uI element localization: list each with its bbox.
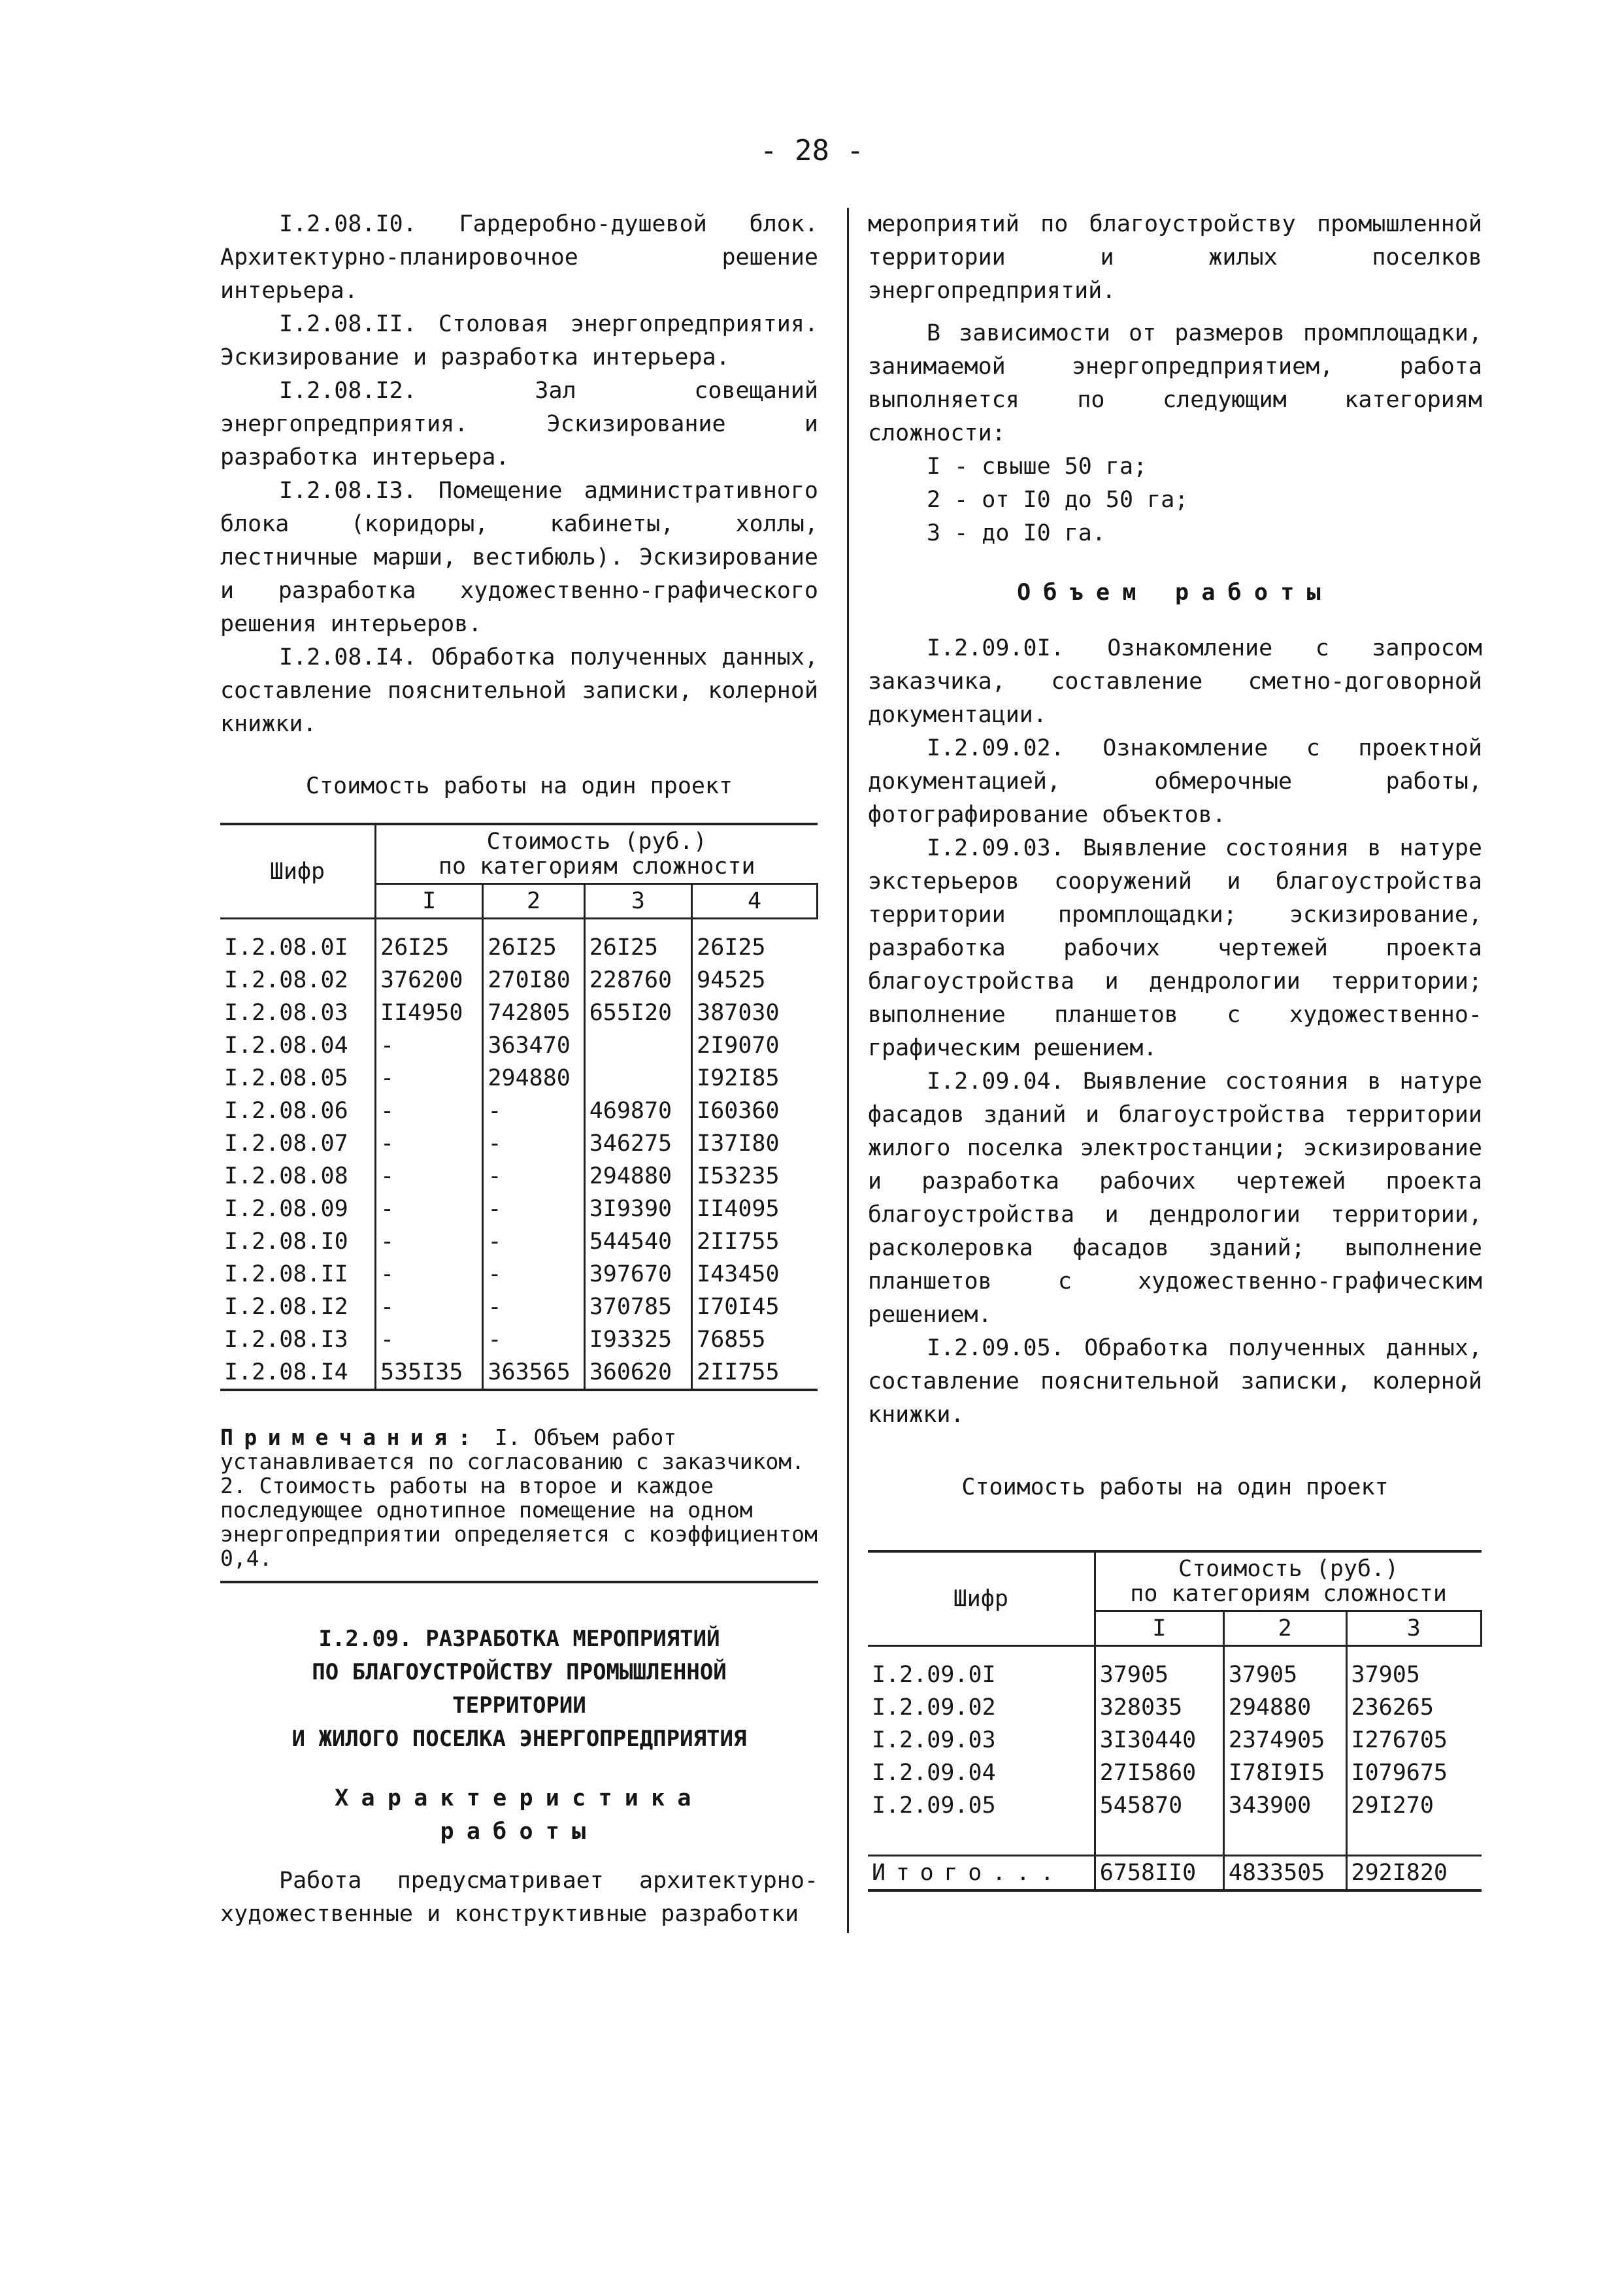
value-cell: - — [483, 1323, 584, 1356]
row-code: I.2.09.03 — [868, 1724, 1095, 1757]
value-cell: I78I9I5 — [1223, 1757, 1346, 1789]
category-header: I — [376, 884, 483, 919]
value-cell: 2I9070 — [697, 1032, 780, 1059]
value-cell: - — [376, 1160, 483, 1193]
value-cell: 37905 — [1351, 1662, 1420, 1688]
cost-header-line1: Стоимость (руб.) — [486, 829, 707, 855]
row-code: I.2.09.02 — [868, 1691, 1095, 1724]
cost-header — [1095, 1551, 1481, 1611]
characteristic-heading: работы — [440, 1819, 599, 1845]
value-cell: 26I25 — [376, 931, 483, 964]
table-row — [220, 931, 818, 964]
value-cell: 294880 — [584, 1160, 691, 1193]
paragraph-item-0810: I.2.08.I0. Гардеробно-душевой блок. Архитектурно-планировочное решение интерьера. — [220, 211, 818, 304]
paragraph-item-0813: I.2.08.I3. Помещение административного блока (коридоры, кабинеты, холлы, лестничные марши, вестибюль). Эскизирование и разработка художественно-графического решения интерьеров. — [220, 478, 818, 637]
value-cell: - — [483, 1291, 584, 1323]
table-row — [220, 997, 818, 1029]
table-row — [220, 1160, 818, 1193]
cost-table-209 — [868, 1550, 1482, 1892]
value-cell: 544540 — [584, 1225, 691, 1258]
row-code: I.2.08.09 — [220, 1193, 376, 1225]
paragraph-item-0902: I.2.09.02. Ознакомление с проектной документацией, обмерочные работы, фотографирование объектов. — [868, 735, 1482, 828]
value-cell: I60360 — [697, 1098, 780, 1124]
paragraph-item-0901: I.2.09.0I. Ознакомление с запросом заказчика, составление сметно-договорной документации. — [868, 635, 1482, 728]
value-cell: - — [376, 1193, 483, 1225]
row-code: I.2.08.I3 — [220, 1323, 376, 1356]
row-code: I.2.08.I2 — [220, 1291, 376, 1323]
row-code: I.2.09.05 — [868, 1789, 1095, 1822]
value-cell: 37905 — [1223, 1658, 1346, 1691]
value-cell: 294880 — [1223, 1691, 1346, 1724]
value-cell: - — [483, 1160, 584, 1193]
paragraph-item-0811: I.2.08.II. Столовая энергопредприятия. Эскизирование и разработка интерьера. — [220, 311, 818, 371]
work-description: Работа предусматривает архитектурно-художественные и конструктивные разработки — [220, 1868, 818, 1927]
section-heading-line: I.2.09. РАЗРАБОТКА МЕРОПРИЯТИЙ — [318, 1626, 720, 1652]
value-cell: 270I80 — [483, 964, 584, 997]
table-row — [868, 1789, 1482, 1822]
value-cell: 26I25 — [584, 931, 691, 964]
value-cell: - — [483, 1193, 584, 1225]
value-cell: - — [376, 1095, 483, 1127]
table-row — [220, 1095, 818, 1127]
value-cell: 742805 — [483, 997, 584, 1029]
left-column — [220, 208, 818, 1931]
row-code: I.2.09.0I — [868, 1658, 1095, 1691]
section-heading-line: ПО БЛАГОУСТРОЙСТВУ ПРОМЫШЛЕННОЙ — [312, 1659, 727, 1685]
row-code: I.2.08.07 — [220, 1127, 376, 1160]
category-list-item: 2 - от I0 до 50 га; — [927, 487, 1189, 513]
category-header: 2 — [483, 884, 584, 919]
value-cell: 343900 — [1223, 1789, 1346, 1822]
table-row — [220, 1225, 818, 1258]
row-code: I.2.08.06 — [220, 1095, 376, 1127]
value-cell — [584, 1029, 691, 1062]
cost-header-line2: по категориям сложности — [438, 853, 755, 880]
row-code: I.2.08.03 — [220, 997, 376, 1029]
value-cell: 2374905 — [1223, 1724, 1346, 1757]
value-cell: II4950 — [376, 997, 483, 1029]
value-cell: 397670 — [584, 1258, 691, 1291]
value-cell: 228760 — [584, 964, 691, 997]
characteristic-heading: Характеристика — [335, 1785, 704, 1811]
value-cell: 328035 — [1095, 1691, 1223, 1724]
row-code: I.2.08.II — [220, 1258, 376, 1291]
table-row — [220, 1323, 818, 1356]
category-list-item: I - свыше 50 га; — [927, 454, 1148, 480]
value-cell — [584, 1062, 691, 1095]
table-caption-209: Стоимость работы на один проект — [961, 1474, 1389, 1500]
value-cell: I92I85 — [697, 1065, 780, 1091]
category-list-item: 3 - до I0 га. — [927, 520, 1106, 546]
value-cell: 94525 — [697, 967, 766, 993]
value-cell: 3I9390 — [584, 1193, 691, 1225]
value-cell: 545870 — [1095, 1789, 1223, 1822]
section-heading-line: И ЖИЛОГО ПОСЕЛКА ЭНЕРГОПРЕДПРИЯТИЯ — [291, 1726, 747, 1752]
table-row — [868, 1658, 1482, 1691]
value-cell: I276705 — [1351, 1727, 1448, 1753]
value-cell: - — [376, 1291, 483, 1323]
row-code: I.2.08.0I — [220, 931, 376, 964]
value-cell: - — [376, 1062, 483, 1095]
total-cell: 292I820 — [1346, 1856, 1482, 1891]
value-cell: I079675 — [1351, 1760, 1448, 1786]
value-cell: 376200 — [376, 964, 483, 997]
value-cell: II4095 — [697, 1196, 780, 1222]
page-number: - 28 - — [760, 134, 864, 167]
value-cell: 363565 — [483, 1356, 584, 1390]
notes-block — [220, 1425, 818, 1583]
paragraph-item-0814: I.2.08.I4. Обработка полученных данных, составление пояснительной записки, колерной книжки. — [220, 644, 818, 737]
value-cell: 387030 — [697, 1000, 780, 1026]
paragraph-item-0903: I.2.09.03. Выявление состояния в натуре экстерьеров сооружений и благоустройства территории промплощадки; эскизирование, разработка рабочих чертежей проекта благоустройства и дендрологии территории; выполнение планшетов с художественно-графическим решением. — [868, 835, 1482, 1061]
value-cell: 469870 — [584, 1095, 691, 1127]
row-code: I.2.09.04 — [868, 1757, 1095, 1789]
paragraph-item-0812: I.2.08.I2. Зал совещаний энергопредприятия. Эскизирование и разработка интерьера. — [220, 378, 818, 470]
value-cell: 3I30440 — [1095, 1724, 1223, 1757]
paragraph-item-0905: I.2.09.05. Обработка полученных данных, составление пояснительной записки, колерной книжки. — [868, 1335, 1482, 1428]
table-row — [868, 1757, 1482, 1789]
value-cell: 26I25 — [483, 931, 584, 964]
paragraph-dependence: В зависимости от размеров промплощадки, занимаемой энергопредприятием, работа выполняется по следующим категориям сложности: — [868, 320, 1482, 446]
cost-header — [376, 824, 818, 884]
volume-heading: Объем работы — [1017, 580, 1333, 606]
value-cell: - — [483, 1127, 584, 1160]
column-divider — [847, 208, 849, 1933]
cipher-header: Шифр — [220, 824, 376, 919]
value-cell: I70I45 — [697, 1294, 780, 1320]
value-cell: 535I35 — [376, 1356, 483, 1390]
table-row — [220, 1193, 818, 1225]
value-cell: I53235 — [697, 1163, 780, 1189]
table-row — [220, 1127, 818, 1160]
cost-header-line2: по категориям сложности — [1130, 1581, 1447, 1607]
value-cell: 2II755 — [692, 1356, 818, 1390]
value-cell: - — [483, 1095, 584, 1127]
value-cell: 37905 — [1095, 1658, 1223, 1691]
table-row — [220, 964, 818, 997]
value-cell: - — [483, 1225, 584, 1258]
notes-label: Примечания: — [220, 1425, 482, 1450]
category-header: 3 — [1346, 1611, 1482, 1646]
value-cell: 2II755 — [697, 1229, 780, 1255]
cost-table-208-body — [220, 919, 818, 1391]
value-cell: - — [483, 1258, 584, 1291]
table-row — [868, 1691, 1482, 1724]
paragraph-item-0904: I.2.09.04. Выявление состояния в натуре фасадов зданий и благоустройства территории жилого поселка электростанции; эскизирование и разработка рабочих чертежей проекта благоустройства и дендрологии территории, расколеровка фасадов зданий; выполнение планшетов с художественно-графическим решением. — [868, 1068, 1482, 1328]
cipher-header: Шифр — [868, 1551, 1095, 1646]
value-cell: 363470 — [483, 1029, 584, 1062]
table-row — [220, 1291, 818, 1323]
row-code: I.2.08.02 — [220, 964, 376, 997]
value-cell: 360620 — [584, 1356, 691, 1390]
cost-table-208 — [220, 823, 818, 1391]
total-row — [868, 1856, 1482, 1891]
right-column — [868, 208, 1482, 1892]
table-row — [220, 1258, 818, 1291]
row-code: I.2.08.I0 — [220, 1225, 376, 1258]
value-cell: - — [376, 1323, 483, 1356]
value-cell: 370785 — [584, 1291, 691, 1323]
value-cell: 655I20 — [584, 997, 691, 1029]
value-cell: 294880 — [483, 1062, 584, 1095]
notes-text: I. Объем работ устанавливается по согласованию с заказчиком. 2. Стоимость работы на второе и каждое последующее однотипное помещение на одном энергопредприятии определяется с коэффициентом 0,4. — [220, 1425, 818, 1571]
value-cell: 29I270 — [1351, 1792, 1434, 1819]
row-code: I.2.08.05 — [220, 1062, 376, 1095]
value-cell: 346275 — [584, 1127, 691, 1160]
value-cell: 27I5860 — [1095, 1757, 1223, 1789]
total-cell: 6758II0 — [1095, 1856, 1223, 1891]
value-cell: - — [376, 1029, 483, 1062]
value-cell: I43450 — [697, 1261, 780, 1287]
paragraph-continuation: мероприятий по благоустройству промышленной территории и жилых поселков энергопредприятий. — [868, 211, 1482, 304]
value-cell: - — [376, 1225, 483, 1258]
row-code: I.2.08.08 — [220, 1160, 376, 1193]
value-cell: - — [376, 1258, 483, 1291]
cost-header-line1: Стоимость (руб.) — [1178, 1556, 1399, 1582]
row-code: I.2.08.I4 — [220, 1356, 376, 1390]
category-header: 2 — [1223, 1611, 1346, 1646]
table-row — [868, 1724, 1482, 1757]
value-cell: - — [376, 1127, 483, 1160]
category-header: 3 — [584, 884, 691, 919]
category-header: I — [1095, 1611, 1223, 1646]
value-cell: 236265 — [1351, 1694, 1434, 1721]
table-caption-208: Стоимость работы на один проект — [305, 773, 733, 799]
table-row — [220, 1029, 818, 1062]
row-code: I.2.08.04 — [220, 1029, 376, 1062]
value-cell: 76855 — [697, 1327, 766, 1353]
table-row — [220, 1356, 818, 1390]
value-cell: I93325 — [584, 1323, 691, 1356]
total-label: Итого... — [868, 1856, 1095, 1891]
section-heading-line: ТЕРРИТОРИИ — [452, 1692, 586, 1719]
value-cell: 26I25 — [697, 934, 766, 961]
cost-table-209-body — [868, 1646, 1482, 1891]
total-cell: 4833505 — [1223, 1856, 1346, 1891]
value-cell: I37I80 — [697, 1130, 780, 1157]
category-header: 4 — [692, 884, 818, 919]
table-row — [220, 1062, 818, 1095]
